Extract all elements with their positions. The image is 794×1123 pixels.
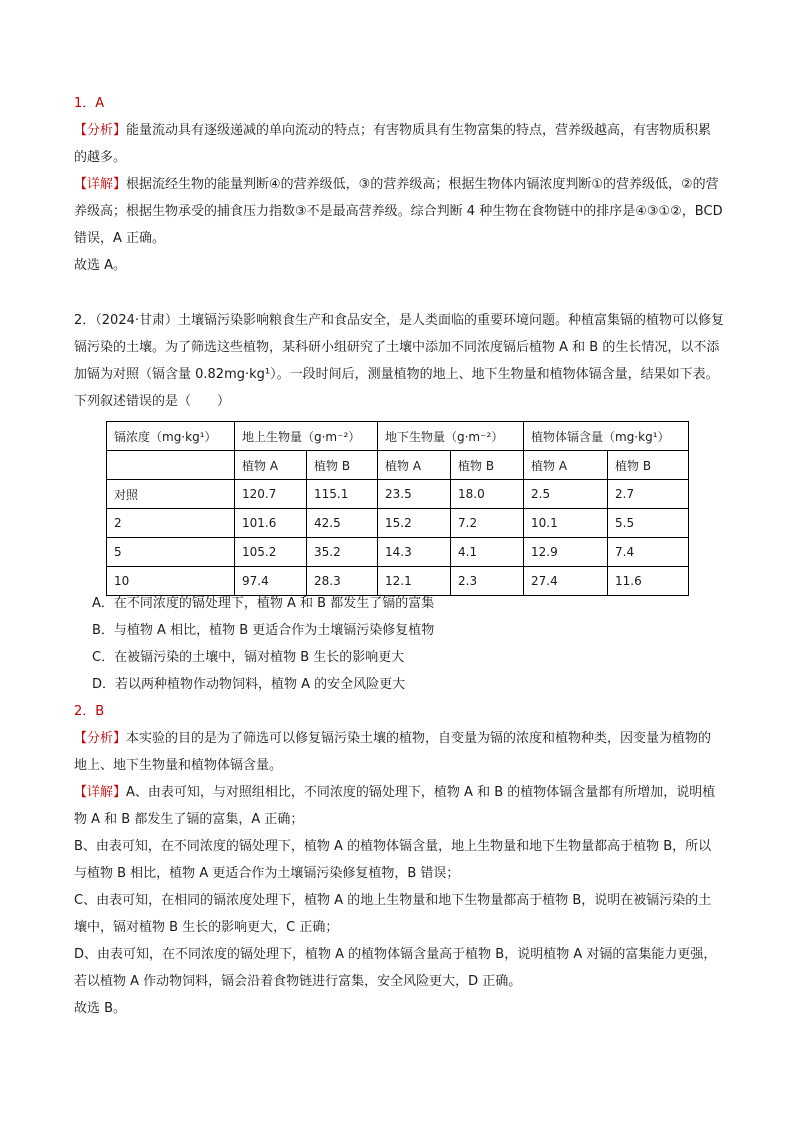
q1-answer-line: 1．A <box>74 96 105 111</box>
table-row <box>107 509 689 538</box>
q2-detail <box>74 779 724 833</box>
table-subheader-cell <box>107 451 235 480</box>
table-cell: 4.1 <box>451 538 524 567</box>
table-cell: 115.1 <box>307 480 378 509</box>
q2-analysis-text: 本实验的目的是为了筛选可以修复镉污染土壤的植物，自变量为镉的浓度和植物种类，因变量为植物的地上、地下生物量和植物体镉含量。 <box>74 731 712 773</box>
q2-detail-tag: 【详解】 <box>74 785 127 800</box>
table-cell: 2 <box>107 509 235 538</box>
table-cell: 27.4 <box>524 567 608 596</box>
table-subheader-cell: 植物 B <box>451 451 524 480</box>
table-cell: 35.2 <box>307 538 378 567</box>
table-cell: 2.5 <box>524 480 608 509</box>
q2-detail-a: A、由表可知，与对照组相比，不同浓度的镉处理下，植物 A 和 B 的植物体镉含量都有所增加，说明植物 A 和 B 都发生了镉的富集，A 正确； <box>74 785 716 827</box>
table-cell: 15.2 <box>378 509 451 538</box>
table-cell: 2.7 <box>608 480 689 509</box>
q1-detail-text: 根据流经生物的能量判断④的营养级低，③的营养级高；根据生物体内镉浓度判断①的营养级低，②的营养级高；根据生物承受的捕食压力指数③不是最高营养级。综合判断 4 种生物在食物链中的排序是④③①②，BCD 错误，A 正确。 <box>74 177 723 246</box>
table-subheader-row <box>107 451 689 480</box>
table-row <box>107 538 689 567</box>
q1-analysis-tag: 【分析】 <box>74 123 127 138</box>
table-subheader-cell: 植物 B <box>608 451 689 480</box>
q2-detail-c: C、由表可知，在相同的镉浓度处理下，植物 A 的地上生物量和地下生物量都高于植物 B，说明在被镉污染的土壤中，镉对植物 B 生长的影响更大，C 正确； <box>74 893 712 935</box>
table-header-row <box>107 422 689 451</box>
q1-analysis <box>74 117 724 171</box>
table-subheader-cell: 植物 B <box>307 451 378 480</box>
q1-answer-block <box>74 90 724 279</box>
option-b: B．与植物 A 相比，植物 B 更适合作为土壤镉污染修复植物 <box>92 623 435 638</box>
q2-analysis-tag: 【分析】 <box>74 731 127 746</box>
table-cell: 18.0 <box>451 480 524 509</box>
table-cell: 2.3 <box>451 567 524 596</box>
q1-analysis-text: 能量流动具有逐级递减的单向流动的特点；有害物质具有生物富集的特点，营养级越高，有害物质积累的越多。 <box>74 123 712 165</box>
q1-detail-tag: 【详解】 <box>74 177 127 192</box>
option-c: C．在被镉污染的土壤中，镉对植物 B 生长的影响更大 <box>92 650 405 665</box>
q2-stem <box>74 307 724 415</box>
table-cell: 120.7 <box>235 480 307 509</box>
table-cell: 5.5 <box>608 509 689 538</box>
table-cell: 12.9 <box>524 538 608 567</box>
table-header-cell: 地上生物量（g·m⁻²） <box>235 422 378 451</box>
table-header-cell: 植物体镉含量（mg·kg¹） <box>524 422 689 451</box>
table-cell: 105.2 <box>235 538 307 567</box>
table-cell: 5 <box>107 538 235 567</box>
q2-analysis <box>74 725 724 779</box>
q2-stem-text: 2．（2024·甘肃）土壤镉污染影响粮食生产和食品安全，是人类面临的重要环境问题。种植富集镉的植物可以修复镉污染的土壤。为了筛选这些植物，某科研小组研究了土壤中添加不同浓度镉后植物 A 和 B 的生长情况，以不添加镉为对照（镉含量 0.82mg·kg¹）。一段时间后，测量植物的地上、地下生物量和植物体镉含量，结果如下表。下列叙述错误的是（ ） <box>74 313 724 409</box>
q2-detail-d: D、由表可知，在不同浓度的镉处理下，植物 A 的植物体镉含量高于植物 B，说明植物 A 对镉的富集能力更强，若以植物 A 作动物饲料，镉会沿着食物链进行富集，安全风险更大，D 正确。 <box>74 947 717 989</box>
table-cell: 10 <box>107 567 235 596</box>
table-cell: 23.5 <box>378 480 451 509</box>
table-row <box>107 480 689 509</box>
q2-answer-block <box>74 698 724 1022</box>
q2-answer-line: 2．B <box>74 704 105 719</box>
table-cell: 28.3 <box>307 567 378 596</box>
q2-detail-b: B、由表可知，在不同浓度的镉处理下，植物 A 的植物体镉含量，地上生物量和地下生物量都高于植物 B，所以与植物 B 相比，植物 A 更适合作为土壤镉污染修复植物，B 错误； <box>74 839 712 881</box>
q2-conclusion: 故选 B。 <box>74 1001 127 1016</box>
table-cell: 101.6 <box>235 509 307 538</box>
table-cell: 97.4 <box>235 567 307 596</box>
q1-conclusion: 故选 A。 <box>74 258 127 273</box>
table-cell: 对照 <box>107 480 235 509</box>
table-subheader-cell: 植物 A <box>524 451 608 480</box>
table-subheader-cell: 植物 A <box>378 451 451 480</box>
table-cell: 14.3 <box>378 538 451 567</box>
table-cell: 42.5 <box>307 509 378 538</box>
table-cell: 7.4 <box>608 538 689 567</box>
table-header-cell: 镉浓度（mg·kg¹） <box>107 422 235 451</box>
table-cell: 7.2 <box>451 509 524 538</box>
table-cell: 11.6 <box>608 567 689 596</box>
table-cell: 12.1 <box>378 567 451 596</box>
q1-detail <box>74 171 724 252</box>
table-subheader-cell: 植物 A <box>235 451 307 480</box>
option-d: D．若以两种植物作动物饲料，植物 A 的安全风险更大 <box>92 677 406 692</box>
option-a: A．在不同浓度的镉处理下，植物 A 和 B 都发生了镉的富集 <box>92 596 435 611</box>
cadmium-data-table <box>106 421 689 596</box>
table-cell: 10.1 <box>524 509 608 538</box>
table-header-cell: 地下生物量（g·m⁻²） <box>378 422 524 451</box>
